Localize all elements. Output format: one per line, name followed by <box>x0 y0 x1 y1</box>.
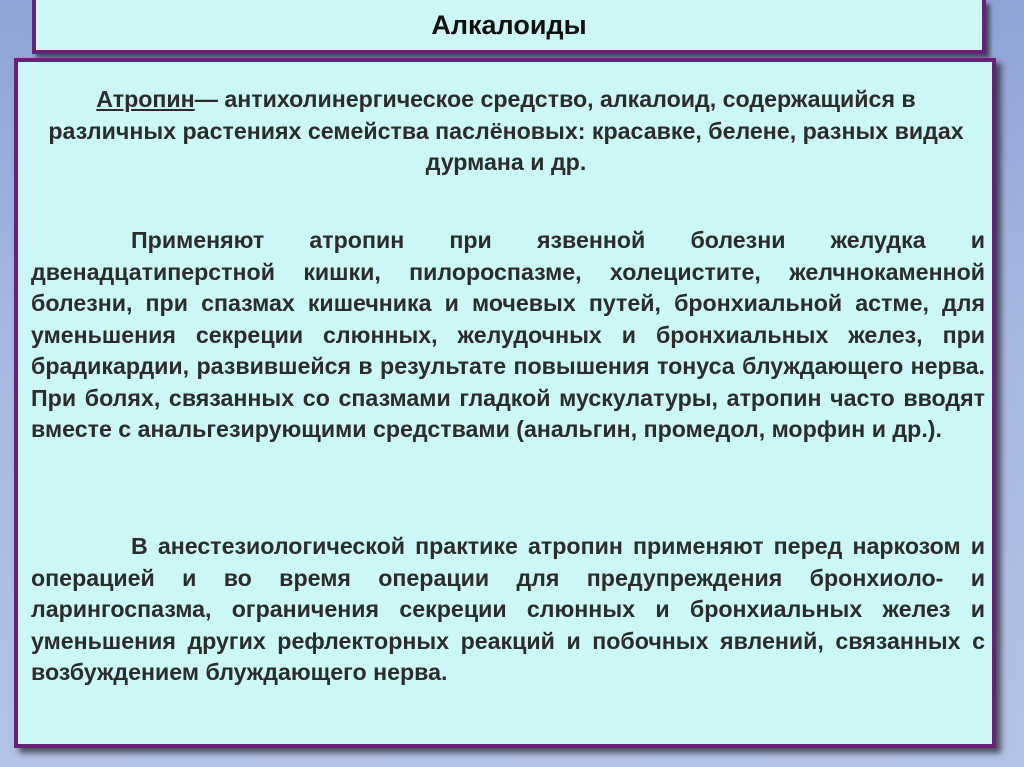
slide-title: Алкалоиды <box>431 9 587 40</box>
intro-term: Атропин <box>96 86 195 112</box>
paragraph-usage <box>31 225 985 446</box>
paragraph-usage-text: Применяют атропин при язвенной болезни желудка и двенадцатиперстной кишки, пилороспазме, холецистите, желчнокаменной болезни, при спазмах кишечника и мочевых путей, бронхиальной астме, для уменьшения секреции слюнных, желудочных и бронхиальных желез, при брадикардии, развившейся в результате повышения тонуса блуждающего нерва. При болях, связанных со спазмами гладкой мускулатуры, атропин часто вводят вместе с анальгезирующими средствами (анальгин, промедол, морфин и др.). <box>31 227 985 442</box>
intro-text: — антихолинергическое средство, алкалоид, содержащийся в различных растениях семейства паслёновых: красавке, белене, разных видах дурмана и др. <box>48 86 964 175</box>
intro-paragraph <box>30 84 982 179</box>
paragraph-anesthesia-text: В анестезиологической практике атропин применяют перед наркозом и операцией и во время операции для предупреждения бронхиоло- и ларингоспазма, ограничения секреции слюнных и бронхиальных желез и уменьшения других рефлекторных реакций и побочных явлений, связанных с возбуждением блуждающего нерва. <box>31 533 985 685</box>
title-box <box>32 0 986 54</box>
content-box <box>14 58 996 748</box>
paragraph-anesthesia <box>31 531 985 689</box>
